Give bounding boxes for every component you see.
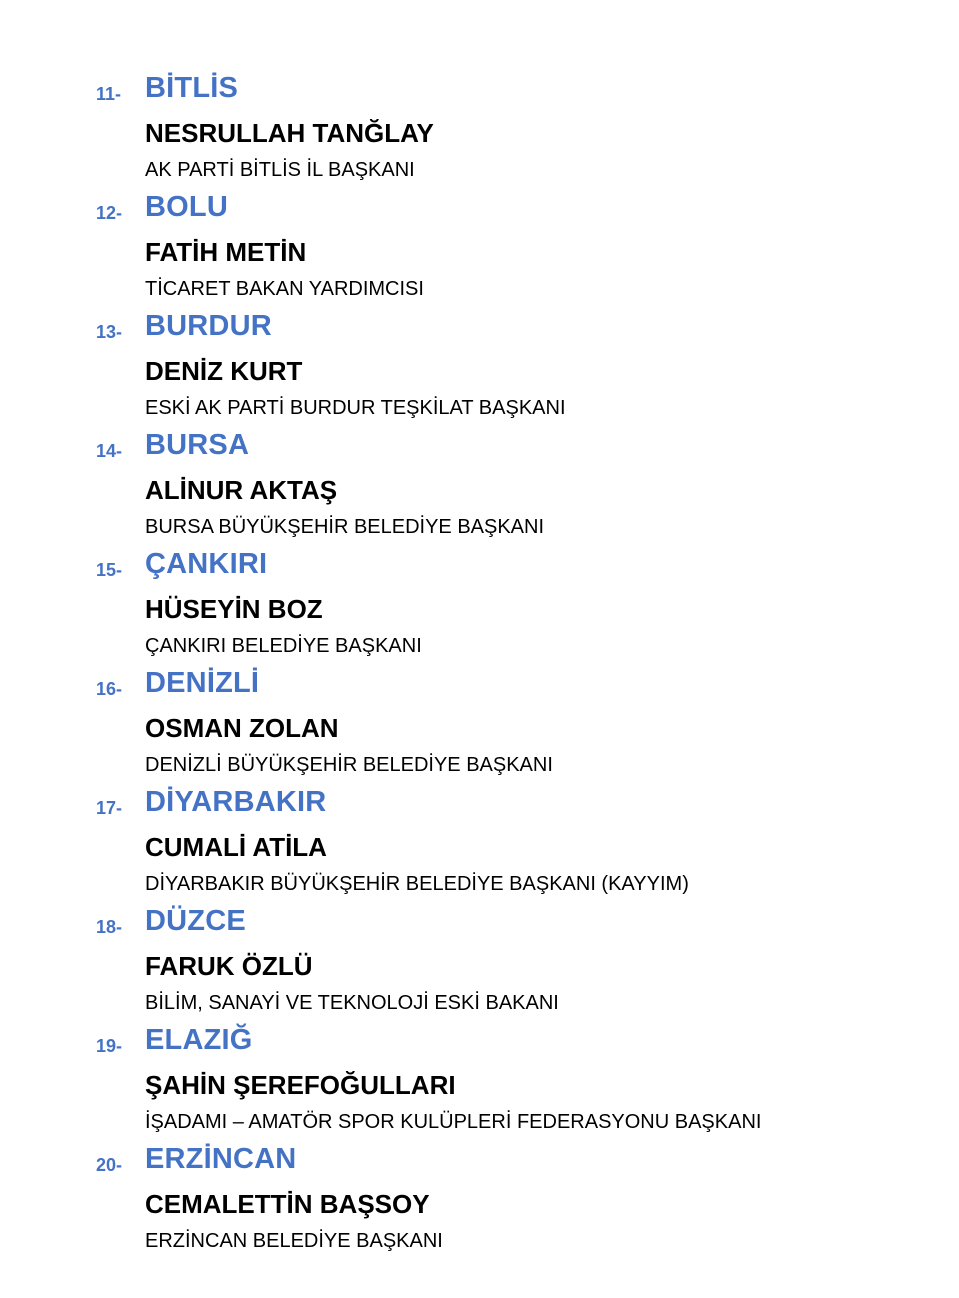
list-item — [0, 903, 959, 1022]
city-heading: DİYARBAKIR — [145, 786, 327, 818]
city-heading: ÇANKIRI — [145, 548, 268, 580]
item-number: 17- — [96, 798, 123, 818]
item-number: 13- — [96, 322, 123, 342]
list-item — [0, 1141, 959, 1260]
person-title: ÇANKIRI BELEDİYE BAŞKANI — [145, 635, 422, 657]
item-number: 15- — [96, 560, 123, 580]
city-heading: BOLU — [145, 191, 228, 223]
document-page — [0, 70, 959, 1260]
person-title: DENİZLİ BÜYÜKŞEHİR BELEDİYE BAŞKANI — [145, 754, 553, 776]
list-item — [0, 189, 959, 308]
person-name: OSMAN ZOLAN — [145, 713, 339, 743]
city-heading: DÜZCE — [145, 905, 246, 937]
person-title: AK PARTİ BİTLİS İL BAŞKANI — [145, 159, 415, 181]
list-item — [0, 546, 959, 665]
list-item — [0, 784, 959, 903]
item-number: 12- — [96, 203, 123, 223]
person-name: CEMALETTİN BAŞSOY — [145, 1189, 430, 1219]
list-item — [0, 308, 959, 427]
person-name: HÜSEYİN BOZ — [145, 594, 323, 624]
item-number: 16- — [96, 679, 123, 699]
person-title: ERZİNCAN BELEDİYE BAŞKANI — [145, 1230, 443, 1252]
person-name: NESRULLAH TANĞLAY — [145, 118, 434, 148]
person-name: FARUK ÖZLÜ — [145, 951, 313, 981]
list-item — [0, 1022, 959, 1141]
item-number: 11- — [96, 84, 122, 104]
person-title: ESKİ AK PARTİ BURDUR TEŞKİLAT BAŞKANI — [145, 397, 566, 419]
city-heading: ERZİNCAN — [145, 1143, 297, 1175]
list-item — [0, 70, 959, 189]
item-number: 14- — [96, 441, 123, 461]
city-heading: BURSA — [145, 429, 250, 461]
person-name: ALİNUR AKTAŞ — [145, 475, 338, 505]
person-title: BURSA BÜYÜKŞEHİR BELEDİYE BAŞKANI — [145, 516, 545, 538]
person-title: TİCARET BAKAN YARDIMCISI — [145, 278, 424, 300]
person-title: İŞADAMI – AMATÖR SPOR KULÜPLERİ FEDERASYONU BAŞKANI — [145, 1111, 762, 1133]
person-name: DENİZ KURT — [145, 356, 303, 386]
person-name: ŞAHİN ŞEREFOĞULLARI — [145, 1070, 456, 1100]
city-heading: BURDUR — [145, 310, 272, 342]
person-title: DİYARBAKIR BÜYÜKŞEHİR BELEDİYE BAŞKANI (KAYYIM) — [145, 873, 689, 895]
person-name: FATİH METİN — [145, 237, 307, 267]
list-item — [0, 665, 959, 784]
person-title: BİLİM, SANAYİ VE TEKNOLOJİ ESKİ BAKANI — [145, 992, 559, 1014]
list-item — [0, 427, 959, 546]
city-heading: DENİZLİ — [145, 667, 260, 699]
item-number: 20- — [96, 1155, 123, 1175]
item-number: 19- — [96, 1036, 123, 1056]
city-heading: BİTLİS — [145, 72, 239, 104]
city-heading: ELAZIĞ — [145, 1024, 253, 1056]
item-number: 18- — [96, 917, 123, 937]
person-name: CUMALİ ATİLA — [145, 832, 327, 862]
